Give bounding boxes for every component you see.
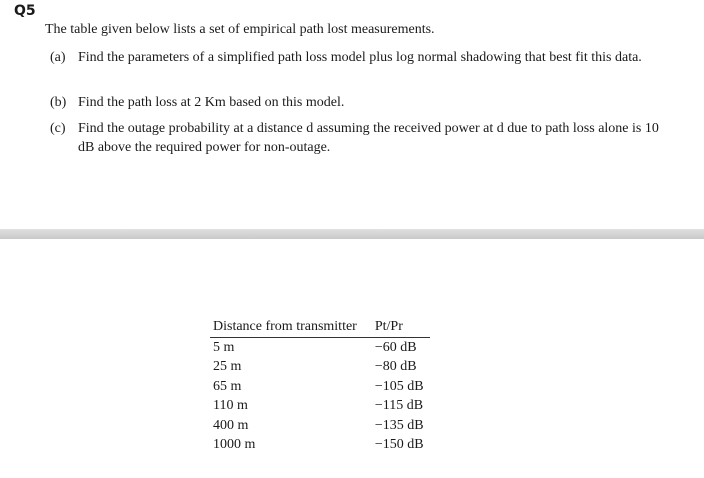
cell-distance: 25 m [213, 359, 242, 375]
cell-ratio: −135 dB [374, 417, 424, 433]
item-a [50, 48, 670, 67]
table-row [210, 377, 430, 397]
header-distance: Distance from transmitter [213, 318, 357, 334]
header-ratio: Pt/Pr [374, 318, 403, 334]
cell-distance: 110 m [213, 398, 248, 414]
cell-distance: 1000 m [213, 437, 256, 453]
cell-ratio: −60 dB [374, 339, 417, 355]
item-b [50, 93, 670, 112]
table-row [210, 358, 430, 378]
cell-ratio: −150 dB [374, 437, 424, 453]
item-a-label: (a) [50, 50, 66, 65]
cell-distance: 5 m [213, 339, 235, 355]
measurements-table [210, 316, 430, 455]
cell-ratio: −105 dB [374, 378, 424, 394]
item-a-text: Find the parameters of a simplified path loss model plus log normal shadowing that best fit this data. [78, 50, 642, 65]
cell-ratio: −80 dB [374, 359, 417, 375]
cell-distance: 65 m [213, 378, 242, 394]
table-row [210, 436, 430, 456]
cell-ratio: −115 dB [374, 398, 424, 414]
table-header-row [210, 316, 430, 338]
page-divider [0, 229, 704, 239]
question-label: Q5 [14, 3, 36, 19]
item-b-text: Find the path loss at 2 Km based on this model. [78, 95, 345, 110]
item-c-label: (c) [50, 121, 66, 136]
cell-distance: 400 m [213, 417, 249, 433]
item-c [50, 119, 670, 157]
table-row [210, 338, 430, 358]
question-intro: The table given below lists a set of empirical path lost measurements. [45, 22, 435, 37]
item-b-label: (b) [50, 95, 67, 110]
item-c-text: Find the outage probability at a distance d assuming the received power at d due to path loss alone is 10 dB above the required power for non-outage. [78, 121, 659, 155]
table-row [210, 416, 430, 436]
table-row [210, 397, 430, 417]
